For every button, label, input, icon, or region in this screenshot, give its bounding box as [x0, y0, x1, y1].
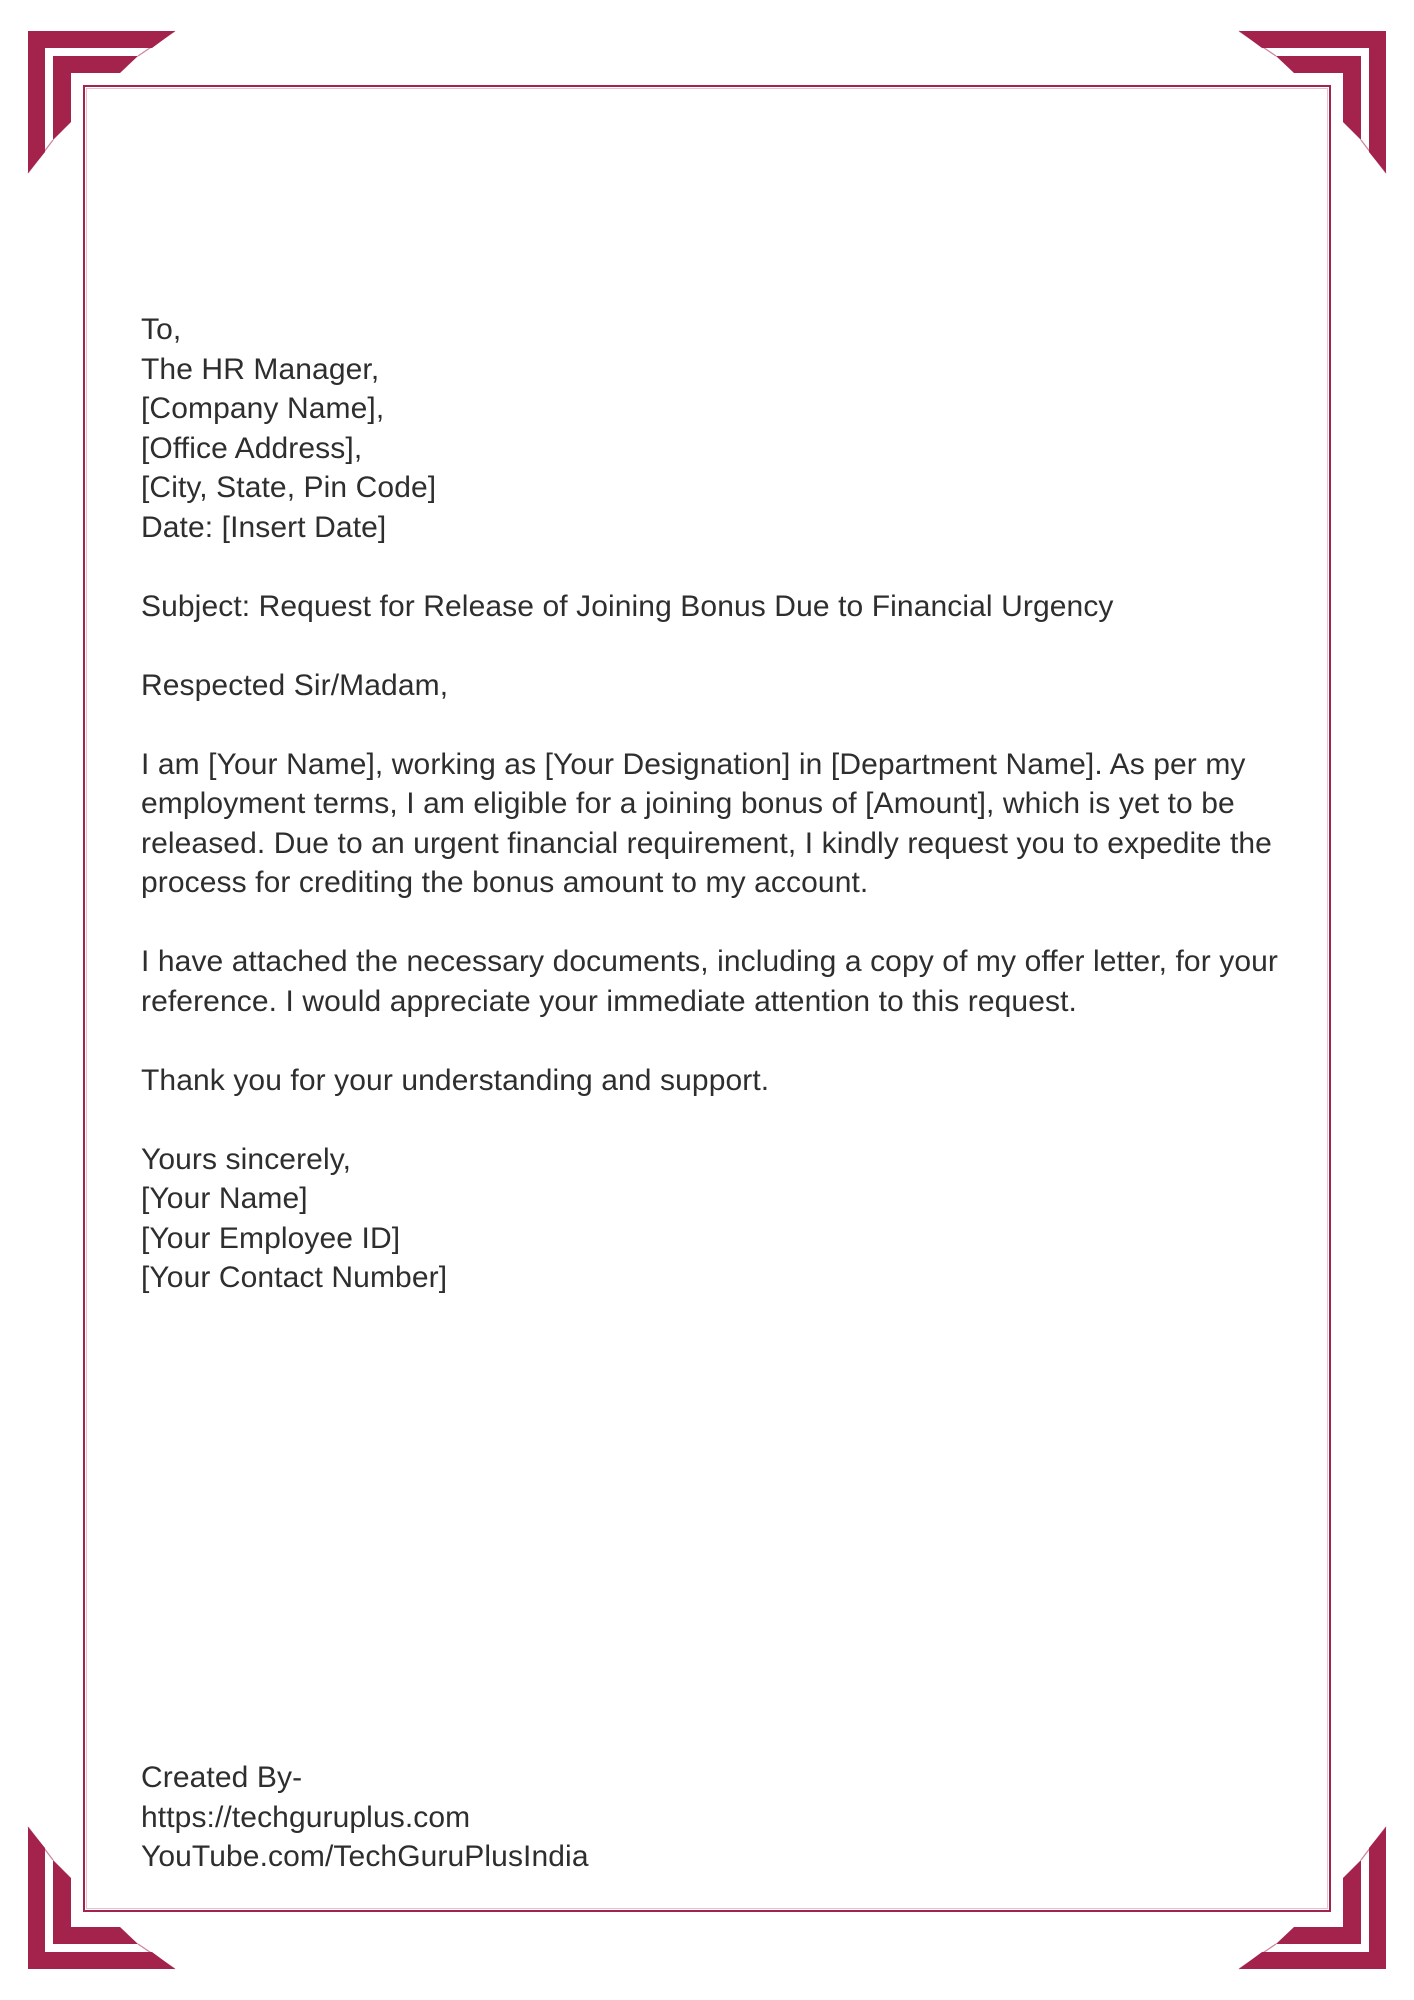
footer-website-url: https://techguruplus.com: [141, 1800, 471, 1834]
corner-ornament-bottom-right-icon: [1214, 1800, 1414, 2000]
corner-ornament-top-left-icon: [0, 0, 200, 200]
sender-name-line: [Your Name]: [141, 1182, 308, 1215]
subject-line: Subject: Request for Release of Joining Bonus Due to Financial Urgency: [141, 589, 1114, 623]
footer-created-by-label: Created By-: [141, 1761, 303, 1794]
corner-ornament-top-right-icon: [1214, 0, 1414, 200]
recipient-title-line: The HR Manager,: [141, 352, 380, 386]
footer-youtube-url: YouTube.com/TechGuruPlusIndia: [141, 1840, 589, 1873]
footer-credits: [141, 1758, 589, 1877]
recipient-city-line: [City, State, Pin Code]: [141, 471, 437, 504]
sender-employee-id-line: [Your Employee ID]: [141, 1221, 401, 1255]
recipient-company-line: [Company Name],: [141, 392, 385, 425]
valediction-line: Yours sincerely,: [141, 1142, 352, 1176]
letter-body: [141, 310, 1311, 1298]
thank-you-line: Thank you for your understanding and support.: [141, 1063, 770, 1097]
date-line: Date: [Insert Date]: [141, 510, 387, 544]
closing-block: [141, 1140, 1311, 1298]
recipient-address-line: [Office Address],: [141, 431, 363, 465]
recipient-to-line: To,: [141, 313, 182, 346]
body-paragraph-2: I have attached the necessary documents, including a copy of my offer letter, for your reference. I would appreciate your immediate attention to this request.: [141, 945, 1278, 1018]
body-paragraph-1: I am [Your Name], working as [Your Designation] in [Department Name]. As per my employment terms, I am eligible for a joining bonus of [Amount], which is yet to be released. Due to an urgent financial requirement, I kindly request you to expedite the process for crediting the bonus amount to my account.: [141, 747, 1272, 899]
recipient-block: [141, 310, 1311, 547]
greeting-line: Respected Sir/Madam,: [141, 668, 449, 702]
sender-contact-line: [Your Contact Number]: [141, 1261, 448, 1294]
